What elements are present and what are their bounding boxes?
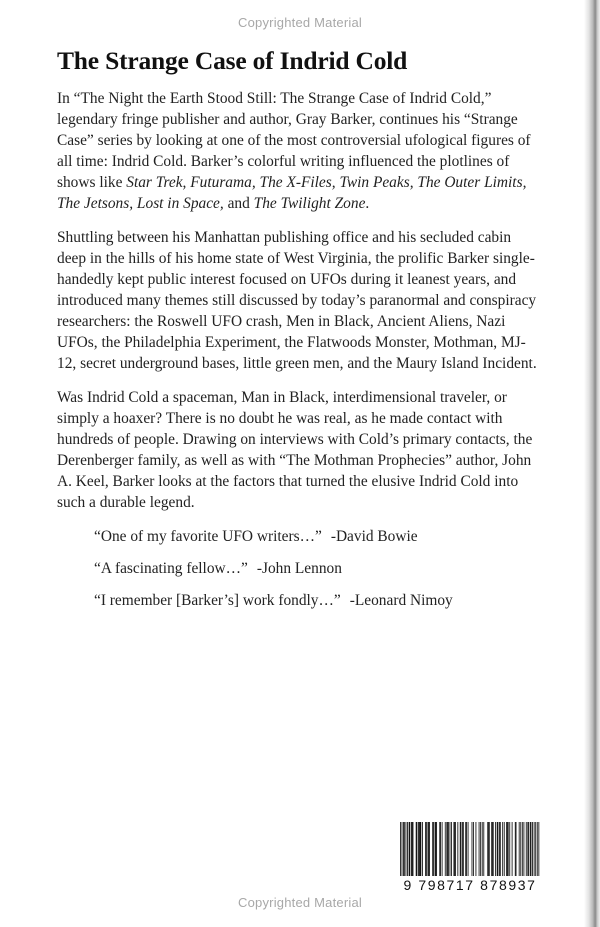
- page-edge-shadow: [584, 0, 600, 927]
- barcode-bar: [447, 822, 448, 876]
- barcode-bar: [418, 822, 419, 876]
- quote-lennon: [94, 558, 542, 579]
- isbn-digits: 9 798717 878937: [403, 877, 537, 893]
- barcode-bar: [413, 822, 414, 876]
- barcode-bar: [531, 822, 532, 876]
- book-title: The Strange Case of Indrid Cold: [57, 46, 408, 75]
- barcode-bar: [526, 822, 527, 876]
- barcode-bar: [528, 822, 529, 876]
- quote-author: -David Bowie: [330, 528, 418, 545]
- copyright-watermark-top: Copyrighted Material: [238, 15, 362, 30]
- barcode-bar: [426, 822, 427, 876]
- quote-author: -Leonard Nimoy: [349, 592, 453, 609]
- barcode-bars: [396, 820, 544, 878]
- barcode-bar: [420, 822, 421, 876]
- barcode-bar: [409, 822, 410, 876]
- barcode-bar: [532, 822, 533, 876]
- barcode-bar: [460, 822, 461, 876]
- copyright-watermark-bottom: Copyrighted Material: [238, 895, 362, 910]
- twilight-zone-title: The Twilight Zone: [253, 195, 366, 212]
- barcode-bar: [473, 822, 474, 876]
- barcode-bar: [519, 822, 520, 876]
- barcode-bar: [461, 822, 462, 876]
- barcode-bar: [425, 822, 426, 876]
- barcode-bar: [412, 822, 413, 876]
- barcode-bar: [489, 822, 490, 876]
- barcode-bar: [476, 822, 477, 876]
- barcode-bar: [407, 822, 408, 876]
- barcode-bar: [491, 822, 492, 876]
- barcode-bar: [520, 822, 521, 876]
- barcode-bar: [453, 822, 454, 876]
- barcode-bar: [419, 822, 420, 876]
- barcode-bar: [507, 822, 508, 876]
- barcode-bar: [455, 822, 456, 876]
- barcode-bar: [509, 822, 510, 876]
- barcode-bar: [468, 822, 469, 876]
- barcode-bar: [450, 822, 451, 876]
- barcode-bar: [482, 822, 483, 876]
- barcode-bar: [512, 822, 513, 876]
- barcode-bar: [435, 822, 436, 876]
- barcode-bar: [462, 822, 463, 876]
- barcode-bar: [506, 822, 507, 876]
- back-cover-text: [57, 44, 542, 622]
- barcode-bar: [402, 822, 403, 876]
- barcode-bar: [454, 822, 455, 876]
- barcode-bar: [439, 822, 440, 876]
- barcode-bar: [400, 822, 401, 876]
- barcode-bar: [465, 822, 466, 876]
- paragraph-1-text: In “The Night the Earth Stood Still: The Strange Case of Indrid Cold,” legendary fringe publisher and author, Gray Barker, continues his “Strange Case” series by looking at one of the most controversial ufological figures of all time: Indrid Cold. Barker’s colorful writing influenced the plotlines of shows like: [57, 90, 531, 191]
- barcode-bar: [422, 822, 423, 876]
- barcode-bar: [404, 822, 405, 876]
- barcode-bar: [420, 822, 421, 876]
- barcode-bar: [451, 822, 452, 876]
- paragraph-1-end: .: [365, 195, 370, 212]
- barcode-bar: [463, 822, 464, 876]
- barcode-bar: [488, 822, 489, 876]
- quote-text: “I remember [Barker’s] work fondly…”: [94, 592, 341, 609]
- description-paragraph-3: Was Indrid Cold a spaceman, Man in Black, interdimensional traveler, or simply a hoaxer? There is no doubt he was real, as he made contact with hundreds of people. Drawing on interviews with Cold’s primary contacts, the Derenberger family, as well as with “The Mothman Prophecies” author, John A. Keel, Barker looks at the factors that turned the elusive Indrid Cold into such a durable legend.: [57, 389, 533, 511]
- barcode-bar: [406, 822, 407, 876]
- quote-nimoy: [94, 590, 542, 611]
- barcode-bar: [417, 822, 418, 876]
- barcode-bar: [442, 822, 443, 876]
- barcode-bar: [428, 822, 429, 876]
- barcode-bar: [472, 822, 473, 876]
- barcode-bar: [446, 822, 447, 876]
- description-paragraph-2: Shuttling between his Manhattan publishing office and his secluded cabin deep in the hills of his home state of West Virginia, the prolific Barker single-handedly kept public interest focused on UFOs during it leanest years, and introduced many themes still discussed by today’s paranormal and conspiracy researchers: the Roswell UFO crash, Men in Black, Ancient Aliens, Nazi UFOs, the Philadelphia Experiment, the Flatwoods Monster, Mothman, MJ-12, secret underground bases, little green men, and the Maury Island Incident.: [57, 229, 537, 372]
- barcode-bar: [432, 822, 433, 876]
- barcode-bar: [530, 822, 531, 876]
- quote-text: “A fascinating fellow…”: [94, 560, 248, 577]
- barcode-bar: [480, 822, 481, 876]
- barcode-bar: [466, 822, 467, 876]
- quote-text: “One of my favorite UFO writers…”: [94, 528, 322, 545]
- barcode-bar: [448, 822, 449, 876]
- isbn-barcode: [396, 820, 544, 892]
- barcode-bar: [403, 822, 404, 876]
- barcode-bar: [500, 822, 501, 876]
- barcode-bar: [523, 822, 524, 876]
- barcode-bar: [499, 822, 500, 876]
- barcode-bar: [435, 822, 436, 876]
- barcode-bar: [411, 822, 412, 876]
- barcode-bar: [527, 822, 528, 876]
- description-paragraph-1: [57, 88, 542, 214]
- barcode-bar: [492, 822, 493, 876]
- barcode-bar: [409, 822, 410, 876]
- paragraph-1-and: and: [223, 195, 254, 212]
- barcode-bar: [502, 822, 503, 876]
- barcode-bar: [487, 822, 488, 876]
- barcode-bar: [433, 822, 434, 876]
- barcode-bar: [479, 822, 480, 876]
- barcode-bar: [495, 822, 496, 876]
- barcode-bar: [498, 822, 499, 876]
- barcode-bar: [445, 822, 446, 876]
- barcode-bar: [522, 822, 523, 876]
- barcode-bar: [534, 822, 535, 876]
- shows-list: Star Trek, Futurama, The X-Files, Twin Peaks, The Outer Limits, The Jetsons, Lost in Space,: [57, 174, 527, 212]
- endorsement-quotes: [57, 526, 542, 611]
- barcode-bar: [515, 822, 516, 876]
- barcode-bar: [428, 822, 429, 876]
- barcode-bar: [535, 822, 536, 876]
- barcode-bar: [508, 822, 509, 876]
- barcode-bar: [516, 822, 517, 876]
- quote-bowie: [94, 526, 542, 547]
- barcode-bar: [429, 822, 430, 876]
- barcode-bar: [537, 822, 538, 876]
- barcode-bar: [416, 822, 417, 876]
- barcode-bar: [483, 822, 484, 876]
- barcode-bar: [440, 822, 441, 876]
- barcode-bar: [493, 822, 494, 876]
- barcode-bar: [497, 822, 498, 876]
- barcode-bar: [504, 822, 505, 876]
- barcode-bar: [538, 822, 539, 876]
- barcode-bar: [436, 822, 437, 876]
- barcode-bar: [457, 822, 458, 876]
- quote-author: -John Lennon: [256, 560, 342, 577]
